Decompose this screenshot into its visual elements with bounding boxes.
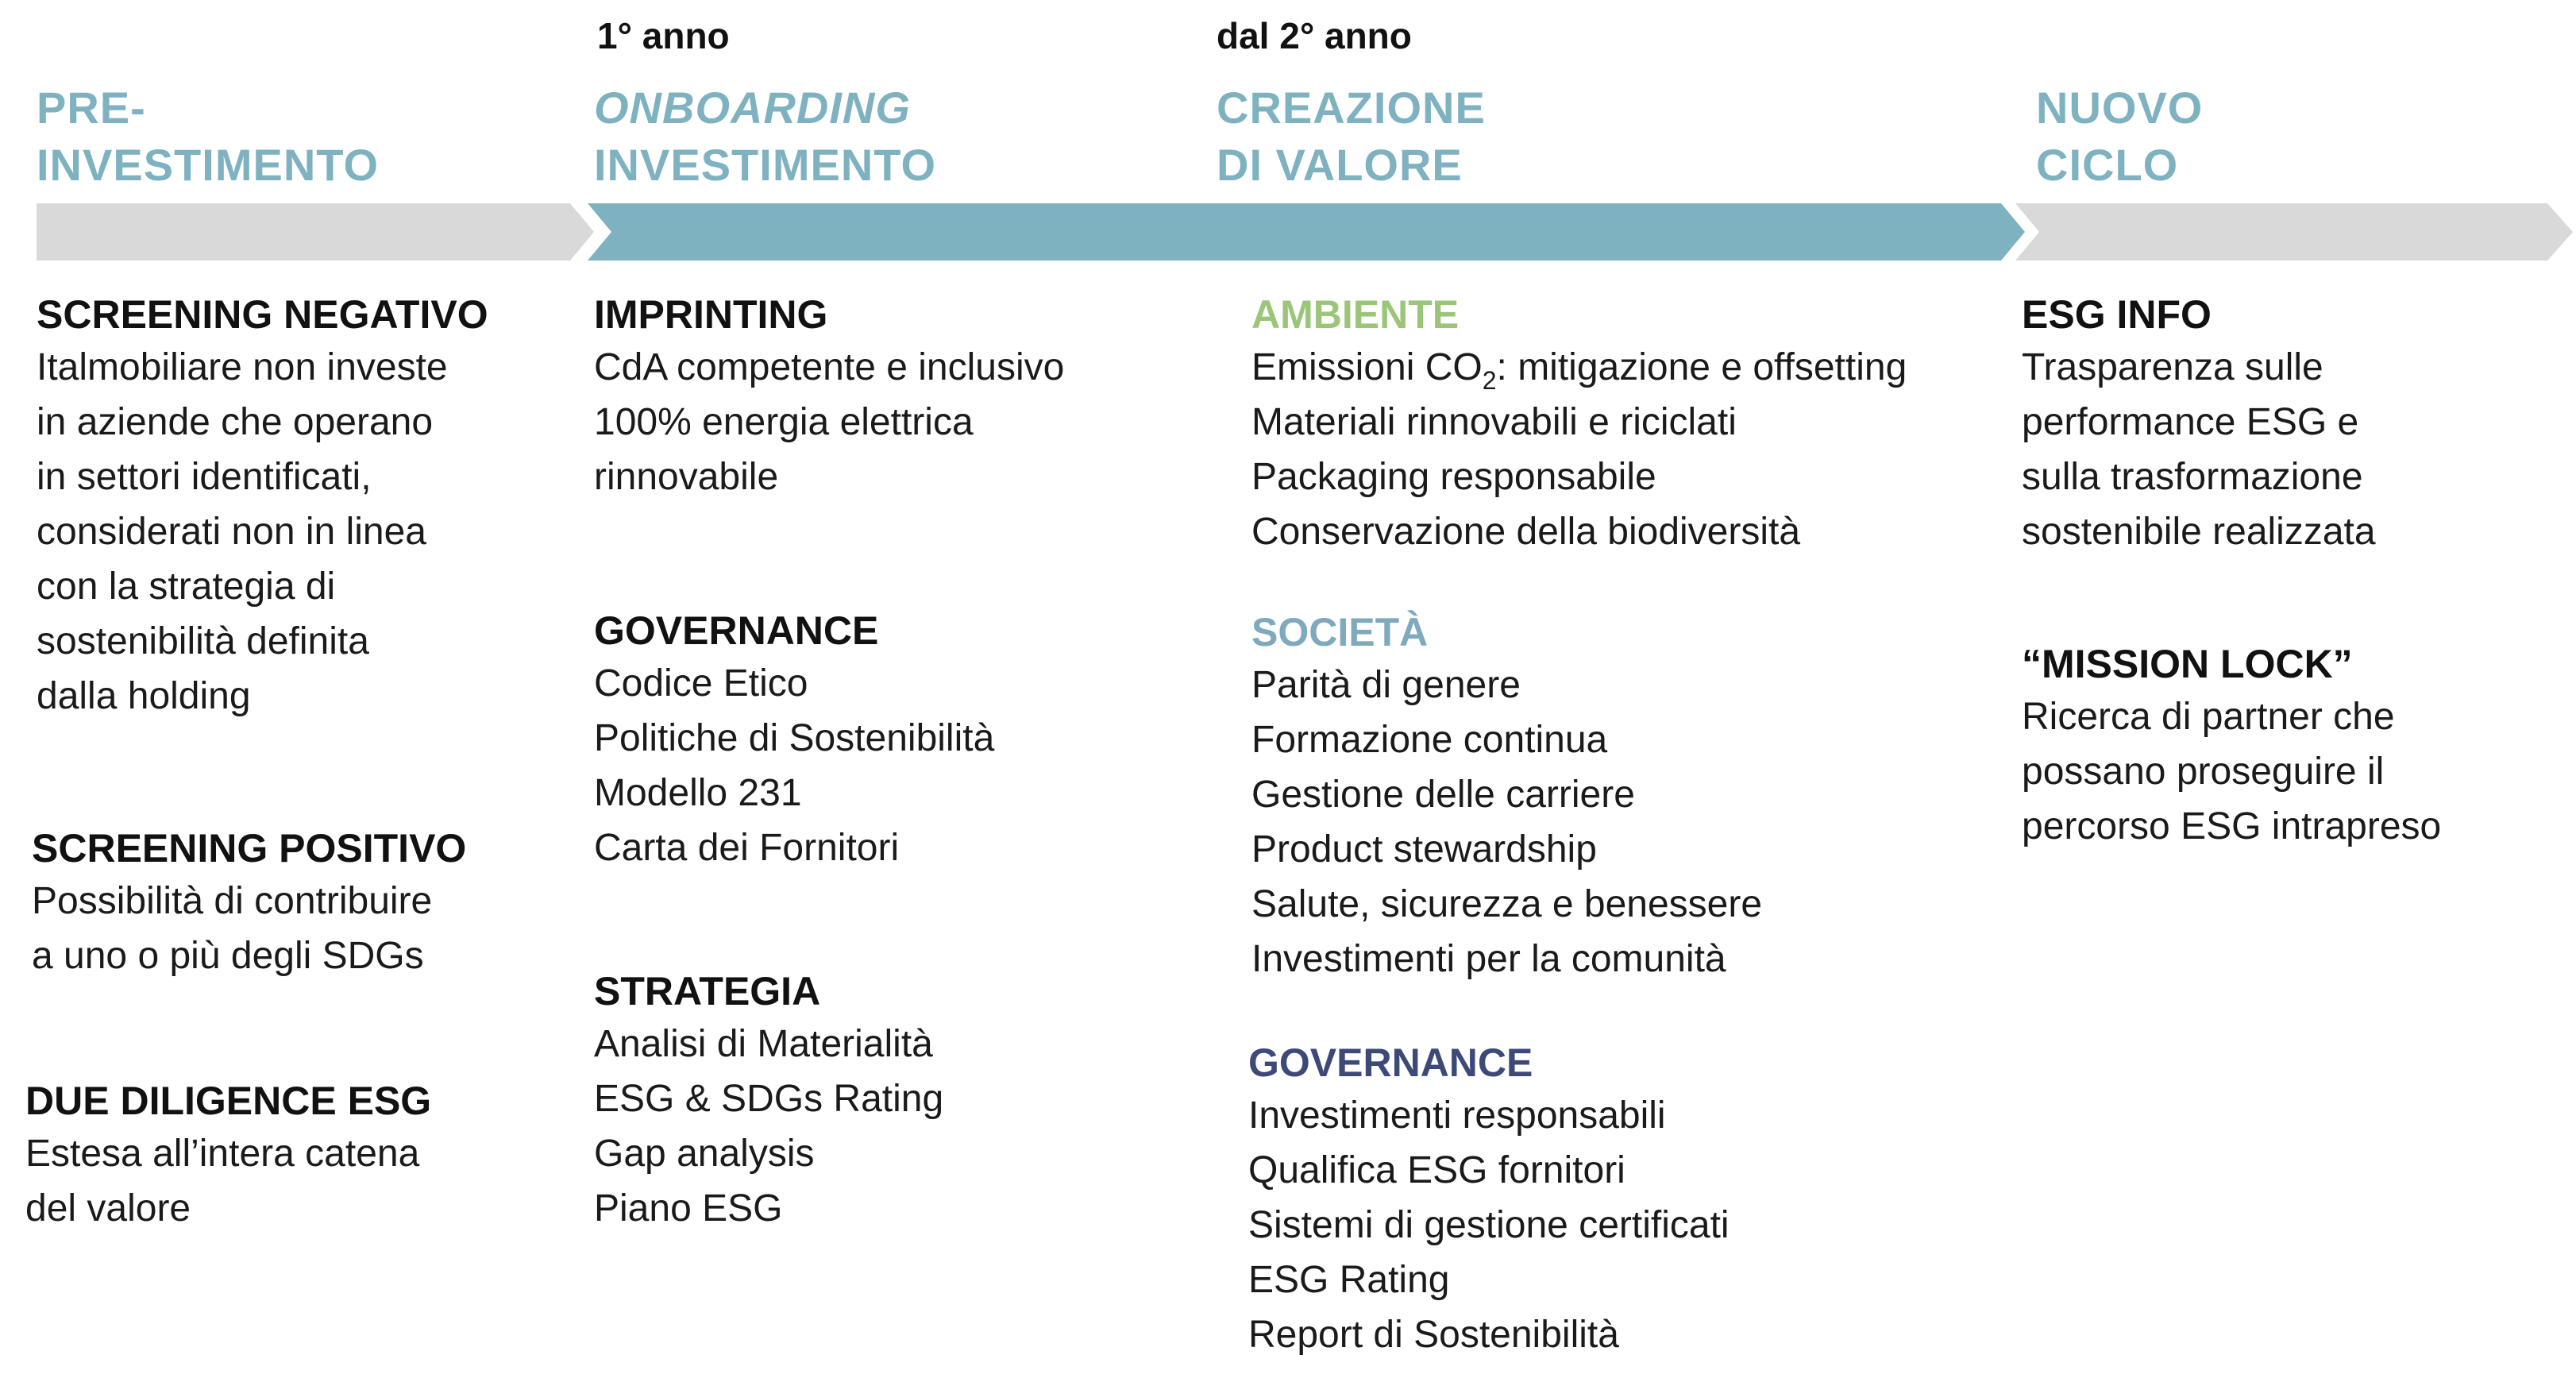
block-title: ESG INFO	[2022, 292, 2212, 337]
co2-text-post: : mitigazione e offsetting	[1496, 346, 1907, 388]
phase-pre-investimento	[37, 79, 379, 194]
block-title: SCREENING NEGATIVO	[37, 292, 488, 337]
block-line: Italmobiliare non investe	[37, 346, 448, 388]
arrow-segment-pre	[37, 203, 594, 261]
block-line: Investimenti responsabili	[1248, 1094, 1666, 1137]
co2-text-pre: Emissioni CO	[1251, 346, 1483, 388]
block-line: Gestione delle carriere	[1251, 774, 1635, 816]
block-strategia	[594, 966, 943, 1236]
phase-nuovo-ciclo	[2036, 79, 2203, 194]
block-line: CdA competente e inclusivo	[594, 346, 1065, 388]
phase-creazione-line2: DI VALORE	[1217, 140, 1463, 190]
block-line: Trasparenza sulle	[2022, 346, 2323, 388]
block-line: Report di Sostenibilità	[1248, 1314, 1619, 1356]
block-line: Qualifica ESG fornitori	[1248, 1149, 1625, 1191]
block-line: sostenibile realizzata	[2022, 511, 2376, 553]
block-societa	[1251, 607, 1762, 986]
block-screening-negativo	[37, 289, 488, 724]
block-title: GOVERNANCE	[594, 608, 879, 653]
block-line: in aziende che operano	[37, 401, 434, 443]
block-line: Sistemi di gestione certificati	[1248, 1204, 1730, 1246]
block-line: Formazione continua	[1251, 719, 1608, 761]
year-label-second: dal 2° anno	[1217, 15, 1412, 56]
phase-onboarding-line2: INVESTIMENTO	[594, 140, 937, 190]
block-screening-positivo	[32, 823, 466, 983]
block-mission-lock	[2022, 639, 2441, 854]
block-line: Piano ESG	[594, 1187, 783, 1230]
block-governance-valore	[1248, 1037, 1730, 1362]
block-line: performance ESG e	[2022, 401, 2359, 443]
block-line: Packaging responsabile	[1251, 456, 1656, 498]
arrow-segment-onboarding-creazione	[588, 203, 2025, 261]
co2-subscript: 2	[1482, 366, 1497, 395]
phase-pre-line1: PRE-	[37, 83, 146, 133]
phase-onboarding	[594, 79, 936, 194]
block-line: considerati non in linea	[37, 511, 426, 553]
block-line: Parità di genere	[1251, 664, 1521, 706]
block-line: Gap analysis	[594, 1133, 815, 1175]
phase-nuovo-line1: NUOVO	[2036, 83, 2204, 133]
block-line: 100% energia elettrica	[594, 401, 974, 443]
block-title: DUE DILIGENCE ESG	[25, 1079, 432, 1123]
block-line: Investimenti per la comunità	[1251, 938, 1726, 980]
block-line: Possibilità di contribuire	[32, 880, 433, 922]
block-title-governance: GOVERNANCE	[1248, 1040, 1533, 1085]
year-label-first: 1° anno	[597, 15, 730, 56]
phase-pre-line2: INVESTIMENTO	[37, 140, 380, 190]
block-line: possano proseguire il	[2022, 751, 2385, 793]
phase-creazione-line1: CREAZIONE	[1217, 83, 1486, 133]
block-line: del valore	[25, 1187, 191, 1230]
block-governance-onboarding	[594, 605, 994, 875]
block-line: Materiali rinnovabili e riciclati	[1251, 401, 1737, 443]
block-line: Analisi di Materialità	[594, 1023, 933, 1065]
block-esg-info	[2022, 289, 2376, 559]
block-title-ambiente: AMBIENTE	[1251, 292, 1460, 337]
block-line: ESG Rating	[1248, 1259, 1450, 1301]
block-line: sulla trasformazione	[2022, 456, 2363, 498]
block-line: con la strategia di	[37, 566, 336, 608]
block-line: Politiche di Sostenibilità	[594, 717, 995, 759]
block-line: Codice Etico	[594, 662, 808, 705]
block-title-societa: SOCIETÀ	[1251, 610, 1429, 654]
phase-nuovo-line2: CICLO	[2036, 140, 2179, 190]
arrow-segment-nuovo	[2015, 203, 2573, 261]
block-line: sostenibilità definita	[37, 620, 369, 662]
block-title: STRATEGIA	[594, 969, 821, 1013]
block-line: a uno o più degli SDGs	[32, 935, 424, 977]
block-line: Conservazione della biodiversità	[1251, 511, 1801, 553]
block-line: rinnovabile	[594, 456, 779, 498]
block-line: Salute, sicurezza e benessere	[1251, 883, 1763, 925]
block-line: Estesa all’intera catena	[25, 1133, 420, 1175]
block-title: IMPRINTING	[594, 292, 828, 337]
block-line: dalla holding	[37, 675, 251, 717]
block-due-diligence	[25, 1075, 431, 1236]
block-line: Modello 231	[594, 772, 802, 814]
block-ambiente	[1251, 289, 1907, 559]
block-line: in settori identificati,	[37, 456, 372, 498]
phase-onboarding-line1: ONBOARDING	[594, 83, 911, 133]
phase-creazione-valore	[1217, 79, 1486, 194]
block-line: percorso ESG intrapreso	[2022, 805, 2442, 847]
block-line: ESG & SDGs Rating	[594, 1078, 944, 1120]
block-line: Ricerca di partner che	[2022, 696, 2395, 738]
block-title: SCREENING POSITIVO	[32, 826, 467, 871]
block-line: Product stewardship	[1251, 828, 1597, 871]
block-imprinting	[594, 289, 1064, 504]
block-line-co2	[1251, 340, 1907, 395]
block-title: “MISSION LOCK”	[2022, 642, 2353, 686]
block-line: Carta dei Fornitori	[594, 827, 900, 869]
